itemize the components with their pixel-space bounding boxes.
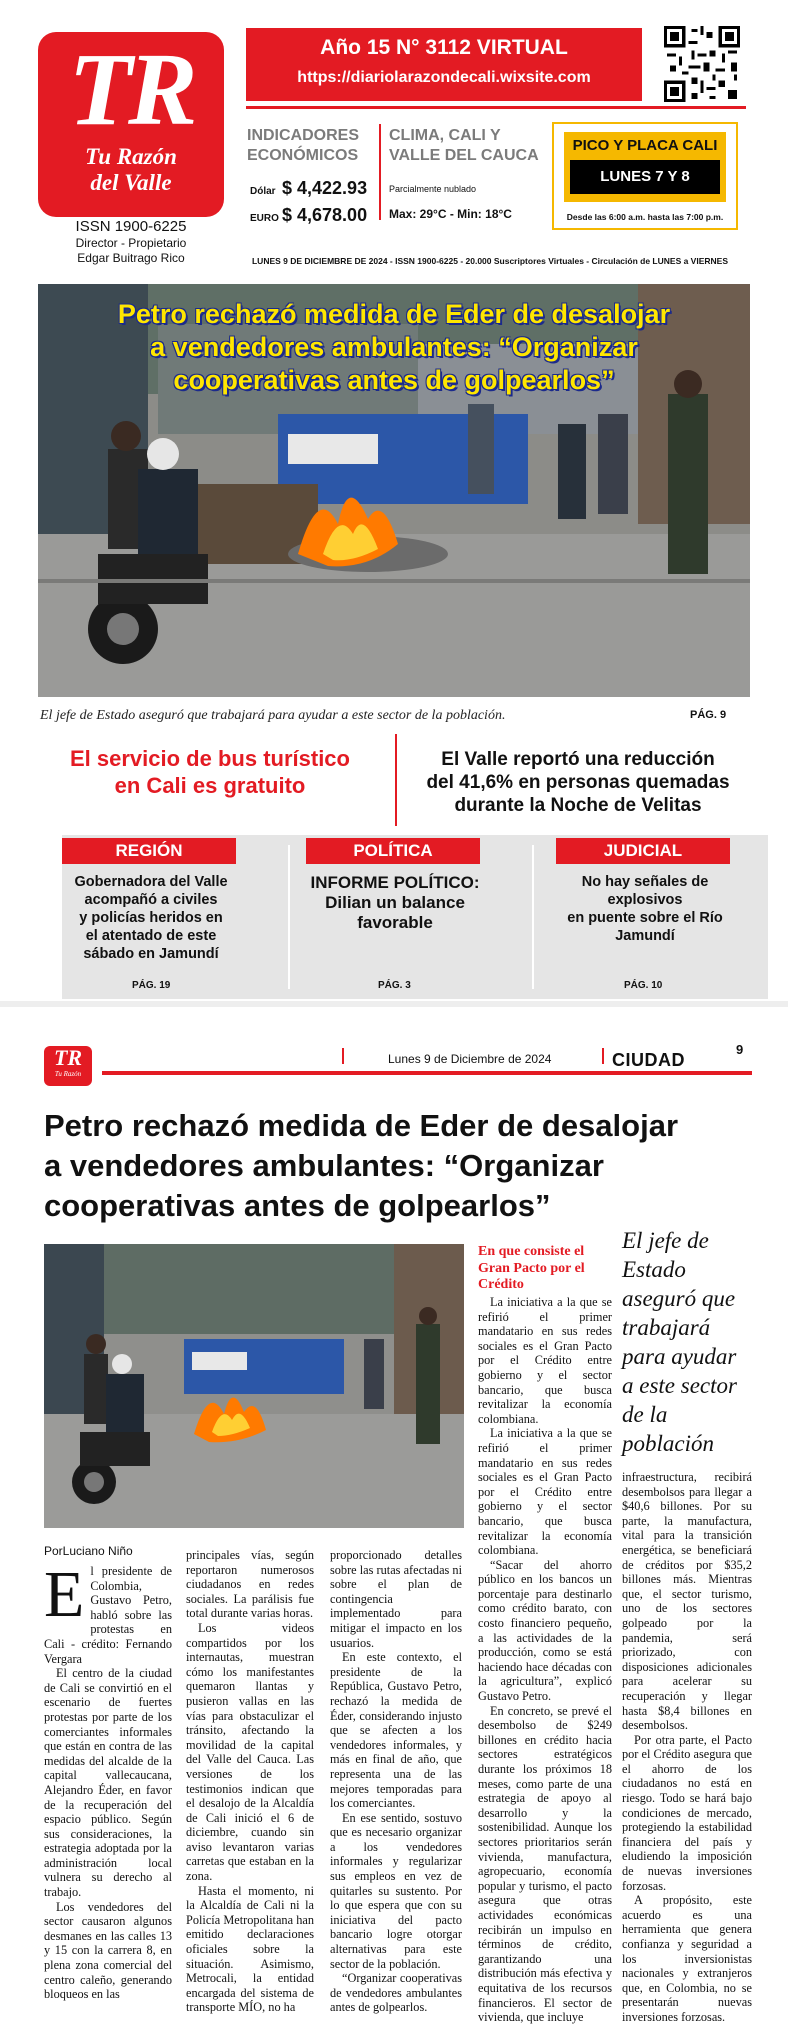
cover-page-ref[interactable]: PÁG. 9 <box>690 709 727 721</box>
section-region-page[interactable]: PÁG. 19 <box>132 980 171 991</box>
col3-paragraph-1: proporcionado detalles sobre las rutas afectadas ni sobre el plan de contingencia implementado para mitigar el impacto en los usuarios. <box>330 1548 462 1650</box>
page-logo-name: Tu Razón <box>54 1070 82 1078</box>
col4-paragraph-4: En concreto, se prevé el desembolso de $249 billones en crédito hacia sectores estratégicos durante los próximos 18 meses, como parte de una estrategia de apoyo al desarrollo y la sostenibilidad. Aunque los sectores prioritarios serán vivienda, manufactura, agropecuario, economía popular y turismo, el pacto asegura que otras actividades económicas recibirán un impulso en términos de crédito, garantizando una distribución más efectiva y equitativa de los recursos financieros. El sector de vivienda, que incluye <box>478 1703 612 2025</box>
article-headline <box>44 1106 734 1226</box>
col3-paragraph-3: En ese sentido, sostuvo que es necesario organizar a los vendedores informales y regularizar sus empleos en vez de quitarles su sustento. Por lo que espera que con su iniciativa del pacto bancario logre otorgar alternativas para este sector de la población. <box>330 1810 462 1971</box>
cover-headline-line1: Petro rechazó medida de Eder de desalojar <box>117 299 671 329</box>
logo-name-line1: Tu Razón <box>85 144 177 169</box>
page-logo <box>44 1046 92 1086</box>
col1-paragraph-2: El centro de la ciudad de Cali se convirtió en el escenario de fuertes protestas por parte de los comerciantes informales que están en contra de las medidas del alcalde de la capital vallecaucana, Alejandro Éder, en favor de la recuperación del espacio público. Según sus consideraciones, la estrategia adoptada por la administración local vulnera su derecho al trabajo. <box>44 1666 172 1900</box>
teaser-left-line2: en Cali es gratuito <box>114 773 306 798</box>
website-link[interactable]: https://diariolarazondecali.wixsite.com <box>297 69 591 86</box>
director-name: Edgar Buitrago Rico <box>77 251 185 265</box>
cover-headline-line3: cooperativas antes de golpearlos” <box>173 365 615 395</box>
col4-paragraph-1: La iniciativa a la que se refirió el primer mandatario en sus redes sociales es el Gran Pacto por el Crédito entre gobierno y el sector bancario, que busca revitalizar la economía colombiana. <box>478 1295 612 1426</box>
header-tick <box>602 1048 604 1064</box>
indicators-title-line1: INDICADORES <box>247 127 360 144</box>
section-judicial-page[interactable]: PÁG. 10 <box>624 980 663 991</box>
dolar-value: $ 4,422.93 <box>282 178 368 198</box>
weather-title-line1: CLIMA, CALI Y <box>389 127 501 144</box>
article-headline-line2: a vendedores ambulantes: “Organizar <box>44 1148 604 1183</box>
masthead-logo <box>38 32 224 217</box>
edition-number: Año 15 N° 3112 VIRTUAL <box>320 36 568 59</box>
pico-placa-hours: Desde las 6:00 a.m. hasta las 7:00 p.m. <box>566 212 724 222</box>
article-pullquote: El jefe de Estado aseguró que trabajará para ayudar a este sector de la población <box>622 1228 737 1456</box>
article-photo[interactable] <box>44 1244 464 1528</box>
teaser-right-line3: durante la Noche de Velitas <box>454 795 702 816</box>
pico-placa-title: PICO Y PLACA CALI <box>572 137 718 154</box>
teaser-velitas[interactable] <box>408 748 748 817</box>
page-separator <box>0 1001 788 1007</box>
article-headline-line1: Petro rechazó medida de Eder de desalojar <box>44 1108 679 1143</box>
region-line1: Gobernadora del Valle <box>74 874 228 890</box>
exchange-rates <box>250 178 367 232</box>
region-line5: sábado en Jamundí <box>83 946 219 962</box>
issn-block <box>38 218 224 266</box>
qr-code-icon[interactable] <box>664 26 740 102</box>
col2-paragraph-2: Los videos compartidos por los internautas, muestran cómo los manifestantes quemaron llantas y pusieron vallas en las vías para obstaculizar el tránsito, afectando la movilidad de la capital del Valle del Cauca. Las versiones de los testimonios indican que el desalojo de la Alcaldía de Cali inició el 6 de diciembre, cuando sin aviso levantaron varias carretas que estaban en la zona. <box>186 1620 314 1884</box>
euro-row <box>250 205 367 232</box>
cover-headline-line2: a vendedores ambulantes: “Organizar <box>150 332 638 362</box>
indicators-divider <box>379 124 381 220</box>
section-region-summary[interactable] <box>52 873 250 963</box>
teaser-right-line2: del 41,6% en personas quemadas <box>426 772 730 793</box>
politica-line2: Dilian un balance <box>325 893 465 912</box>
article-column-3 <box>330 1548 462 2015</box>
col1-paragraph-1: l presidente de Colombia, Gustavo Petro, habló sobre las protestas en Cali - crédito: Fernando Vergara <box>44 1564 172 1666</box>
col5-paragraph-3: A propósito, este acuerdo es una herramienta que genera confianza y seguridad a los inversionistas nacionales y extranjeros que, en Colombia, no se presentarán nuevas inversiones forzosas. <box>622 1893 752 2024</box>
article-column-5 <box>622 1470 752 2025</box>
judicial-line1: No hay señales de <box>581 874 709 890</box>
dolar-label: Dólar <box>250 186 276 197</box>
weather-temperature: Max: 29°C - Min: 18°C <box>389 207 512 221</box>
article-headline-line3: cooperativas antes de golpearlos” <box>44 1188 551 1223</box>
region-line4: el atentado de este <box>85 928 217 944</box>
logo-monogram: TR <box>68 32 194 147</box>
section-politica-page[interactable]: PÁG. 3 <box>378 980 411 991</box>
col2-paragraph-1: principales vías, según reportaron numerosos ciudadanos en redes sociales. La parálisis fue total durante varias horas. <box>186 1548 314 1621</box>
judicial-line4: Jamundí <box>615 928 675 944</box>
front-cover <box>0 0 788 1000</box>
edition-banner <box>246 28 642 101</box>
weather-title-line2: VALLE DEL CAUCA <box>389 147 539 164</box>
politica-line1: INFORME POLÍTICO: <box>310 873 480 892</box>
article-subhead: En que consiste el Gran Pacto por el Crédito <box>478 1244 585 1292</box>
col2-paragraph-3: Hasta el momento, ni la Alcaldía de Cali ni la Policía Metropolitana han emitido declaraciones oficiales sobre la situación. Asimismo, Metrocali, la entidad encargada del sistema de transporte MÍO, no ha <box>186 1883 314 2015</box>
director-role: Director - Propietario <box>75 236 187 250</box>
cover-caption: El jefe de Estado aseguró que trabajará para ayudar a este sector de la población. <box>40 708 506 723</box>
pico-placa-days: LUNES 7 Y 8 <box>570 160 720 194</box>
drop-cap: E <box>44 1558 85 1631</box>
article-column-4 <box>478 1295 612 2025</box>
section-divider <box>288 845 290 989</box>
teaser-left-line1: El servicio de bus turístico <box>70 746 350 771</box>
col4-paragraph-2: La iniciativa a la que se refirió el primer mandatario en sus redes sociales es el Gran Pacto por el Crédito entre gobierno y el sector bancario, que busca revitalizar la economía colombiana. <box>478 1426 612 1558</box>
col1-paragraph-3: Los vendedores del sector causaron algunos desmanes en las calles 13 y 15 con la carrera 8, en plena zona comercial del centro caleño, generando bloqueos en las <box>44 1899 172 2002</box>
page-date: Lunes 9 de Diciembre de 2024 <box>388 1052 552 1066</box>
teaser-divider <box>395 734 397 826</box>
article-column-1 <box>44 1558 172 2002</box>
dolar-row <box>250 178 367 205</box>
page-logo-monogram: TR <box>53 1045 83 1070</box>
col3-paragraph-4: “Organizar cooperativas de vendedores ambulantes antes de golpearlos. <box>330 1971 462 2015</box>
judicial-line3: en puente sobre el Río <box>567 910 723 926</box>
issn-number: ISSN 1900-6225 <box>75 218 187 235</box>
section-judicial-summary[interactable] <box>546 873 744 945</box>
judicial-line2: explosivos <box>607 892 683 908</box>
article-byline: PorLuciano Niño <box>44 1544 133 1558</box>
header-tick <box>342 1048 344 1064</box>
pico-placa-box <box>552 122 738 230</box>
section-tab-politica[interactable]: POLÍTICA <box>306 838 480 864</box>
article-column-2 <box>186 1548 314 2015</box>
logo-name-line2: del Valle <box>90 170 172 195</box>
col5-paragraph-1: infraestructura, recibirá desembolsos para llegar a $40,6 billones. Por su parte, la manufactura, vital para la transición energética, se beneficiará de créditos por $35,2 billones más. Mientras que, el sector turismo, uno de los sectores golpeado por la pandemia, será priorizado, con disposiciones adicionales para acelerar su recuperación y llegar hasta $8,4 billones en desembolsos. <box>622 1470 752 1733</box>
page-section-name: CIUDAD <box>612 1050 685 1070</box>
dateline: LUNES 9 DE DICIEMBRE DE 2024 - ISSN 1900-6225 - 20.000 Suscriptores Virtuales - Circulación de LUNES a VIERNES <box>251 256 729 266</box>
section-tab-judicial[interactable]: JUDICIAL <box>556 838 730 864</box>
weather-condition: Parcialmente nublado <box>389 184 477 194</box>
region-line3: y policías heridos en <box>79 910 223 926</box>
teaser-right-line1: El Valle reportó una reducción <box>441 749 715 770</box>
col4-paragraph-3: “Sacar del ahorro público en los bancos un porcentaje para destinarlo como crédito barato, con costo financiero pequeño, a las actividades de la producción, como se está haciendo hace décadas con la agricultura”, explicó Gustavo Petro. <box>478 1557 612 1704</box>
pico-placa-panel <box>564 132 726 202</box>
indicators-title <box>247 126 377 166</box>
cover-headline[interactable] <box>38 298 750 397</box>
euro-label: EURO <box>250 213 279 224</box>
banner-rule <box>246 106 746 109</box>
teaser-bus-turistico[interactable] <box>40 745 380 799</box>
page-number: 9 <box>736 1042 744 1057</box>
section-divider <box>532 845 534 989</box>
page-header-rule <box>102 1071 752 1075</box>
section-tab-region[interactable]: REGIÓN <box>62 838 236 864</box>
indicators-title-line2: ECONÓMICOS <box>247 147 359 164</box>
politica-line3: favorable <box>357 913 433 932</box>
weather-title <box>389 126 539 166</box>
euro-value: $ 4,678.00 <box>282 205 368 225</box>
col3-paragraph-2: En este contexto, el presidente de la República, Gustavo Petro, rechazó la medida de Éder, considerando injusto que se afecten a los vendedores informales, y más en final de año, que representa una de las mejores temporadas para los comerciantes. <box>330 1650 462 1811</box>
section-politica-summary[interactable] <box>296 873 494 933</box>
col5-paragraph-2: Por otra parte, el Pacto por el Crédito asegura que el ahorro de los ciudadanos no está en riesgo. Todo se hará bajo condiciones de mercado, protegiendo la estabilidad financiera del país y eludiendo la imposición de nuevas inversiones forzosas. <box>622 1732 752 1893</box>
region-line2: acompañó a civiles <box>84 892 218 908</box>
